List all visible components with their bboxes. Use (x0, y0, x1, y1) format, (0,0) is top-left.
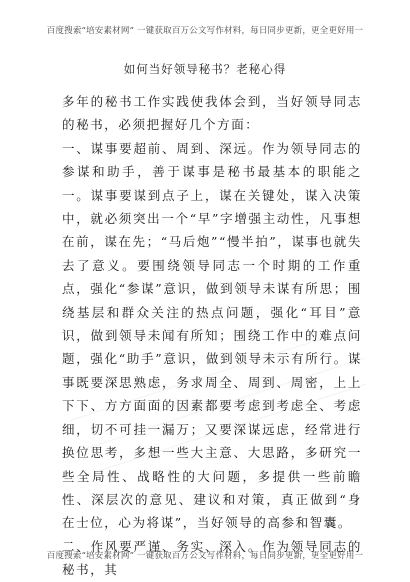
footer-banner: 百度搜索“培安素材网” 一键获取百万公文写作材料，每日同步更新，更全更好用一 (46, 551, 364, 561)
paragraph-2: 二、作风要严谨、务实、深入。作为领导同志的秘书，其 (62, 538, 362, 578)
paragraph-intro: 多年的秘书工作实践使我体会到，当好领导同志的秘书，必须把握好几个方面： (62, 94, 362, 133)
paragraph-1: 一、谋事要超前、周到、深远。作为领导同志的参谋和助手，善于谋事是秘书最基本的职能之一。谋事要谋到点子上，谋在关键处，谋入决策中，就必须突出一个“早”字增强主动性，凡事想在前，谋在先；“马后炮”“慢半拍”，谋事也就失去了意义。要围绕领导同志一个时期的工作重点，强化“参谋”意识，做到领导未谋有所思；围绕基层和群众关注的热点问题，强化“耳目”意识，做到领导未闻有所知；围绕工作中的难点问题，强化“助手”意识，做到领导未示有所行。谋事既要深思熟虑，务求周全、周到、周密，上上下下、方方面面的因素都要考虑到考虑全、考虑细，切不可挂一漏万；又要深谋远虑，经常进行换位思考，多想一些大主意、大思路，多研究一些全局性、战略性的大问题，多提供一些前瞻性、深层次的意见、建议和对策，真正做到“身在士位，心为将谋”，当好领导的高参和智囊。 (62, 140, 362, 531)
document-body (62, 90, 362, 582)
header-banner: 百度搜索“培安素材网” 一键获取百万公文写作材料，每日同步更新，更全更好用一 (46, 26, 364, 36)
page-title: 如何当好领导秘书？老秘心得 (123, 62, 287, 76)
